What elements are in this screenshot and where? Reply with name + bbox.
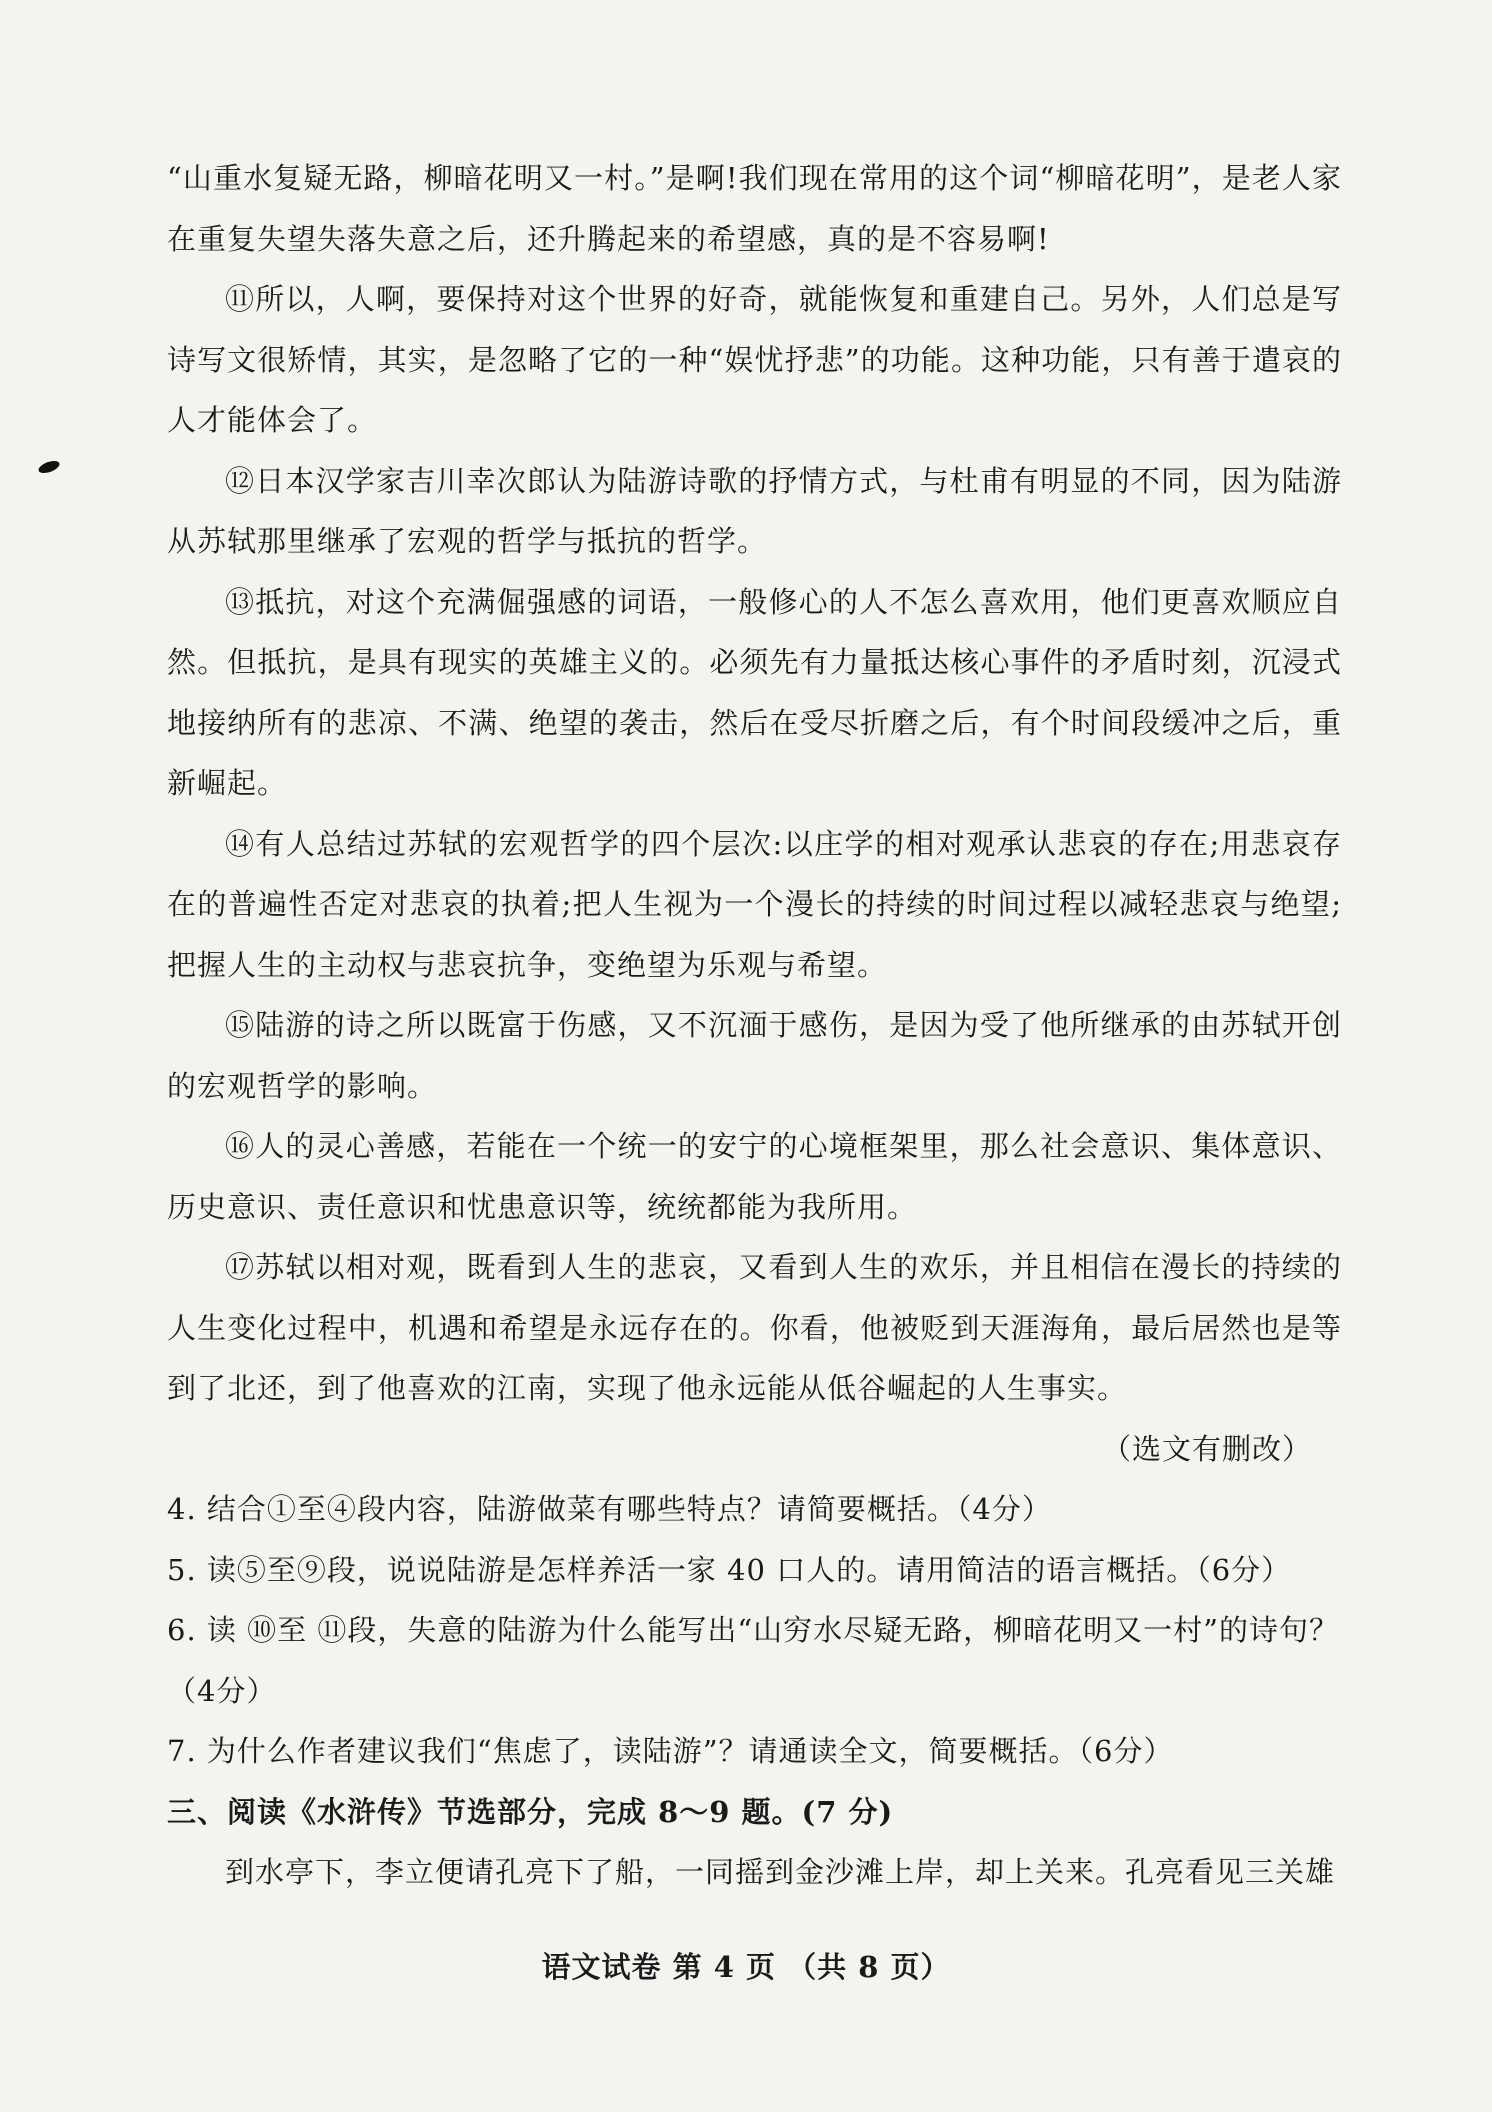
paragraph: ⑭有人总结过苏轼的宏观哲学的四个层次:以庄学的相对观承认悲哀的存在;用悲哀存在的普遍性否定对悲哀的执着;把人生视为一个漫长的持续的时间过程以减轻悲哀与绝望;把握人生的主动权与悲哀抗争，变绝望为乐观与希望。: [167, 826, 1342, 982]
page-content: [167, 148, 1342, 1903]
ink-mark: [37, 459, 61, 476]
question-item: 5. 读⑤至⑨段，说说陆游是怎样养活一家 40 口人的。请用简洁的语言概括。（6分）: [167, 1552, 1292, 1587]
question-item: 6. 读 ⑩至 ⑪段，失意的陆游为什么能写出“山穷水尽疑无路，柳暗花明又一村”的诗句？（4分）: [167, 1613, 1339, 1708]
paragraph: ⑬抵抗，对这个充满倔强感的词语，一般修心的人不怎么喜欢用，他们更喜欢顺应自然。但抵抗，是具有现实的英雄主义的。必须先有力量抵达核心事件的矛盾时刻，沉浸式地接纳所有的悲凉、不满、绝望的袭击，然后在受尽折磨之后，有个时间段缓冲之后，重新崛起。: [167, 584, 1342, 800]
paragraph: “山重水复疑无路，柳暗花明又一村。”是啊!我们现在常用的这个词“柳暗花明”，是老人家在重复失望失落失意之后，还升腾起来的希望感，真的是不容易啊!: [167, 161, 1342, 256]
question-item: 4. 结合①至④段内容，陆游做菜有哪些特点？请简要概括。（4分）: [167, 1492, 1052, 1526]
page-footer: 语文试卷 第 4 页 （共 8 页）: [541, 1950, 951, 1984]
section-passage: 到水亭下，李立便请孔亮下了船，一同摇到金沙滩上岸，却上关来。孔亮看见三关雄: [225, 1855, 1336, 1889]
section-heading: 三、阅读《水浒传》节选部分，完成 8～9 题。(7 分): [167, 1794, 894, 1829]
paragraph: ⑪所以，人啊，要保持对这个世界的好奇，就能恢复和重建自己。另外，人们总是写诗写文很矫情，其实，是忽略了它的一种“娱忧抒悲”的功能。这种功能，只有善于遣哀的人才能体会了。: [167, 282, 1342, 437]
paragraph: ⑮陆游的诗之所以既富于伤感，又不沉湎于感伤，是因为受了他所继承的由苏轼开创的宏观哲学的影响。: [167, 1008, 1342, 1103]
paragraph: ⑫日本汉学家吉川幸次郎认为陆游诗歌的抒情方式，与杜甫有明显的不同，因为陆游从苏轼那里继承了宏观的哲学与抵抗的哲学。: [167, 463, 1342, 558]
question-item: 7. 为什么作者建议我们“焦虑了，读陆游”？请通读全文，简要概括。（6分）: [167, 1734, 1174, 1768]
paragraph: ⑰苏轼以相对观，既看到人生的悲哀，又看到人生的欢乐，并且相信在漫长的持续的人生变化过程中，机遇和希望是永远存在的。你看，他被贬到天涯海角，最后居然也是等到了北还，到了他喜欢的江南，实现了他永远能从低谷崛起的人生事实。: [167, 1250, 1342, 1405]
paragraph: ⑯人的灵心善感，若能在一个统一的安宁的心境框架里，那么社会意识、集体意识、历史意识、责任意识和忧患意识等，统统都能为我所用。: [167, 1129, 1342, 1224]
source-credit: （选文有删改）: [1101, 1431, 1312, 1466]
